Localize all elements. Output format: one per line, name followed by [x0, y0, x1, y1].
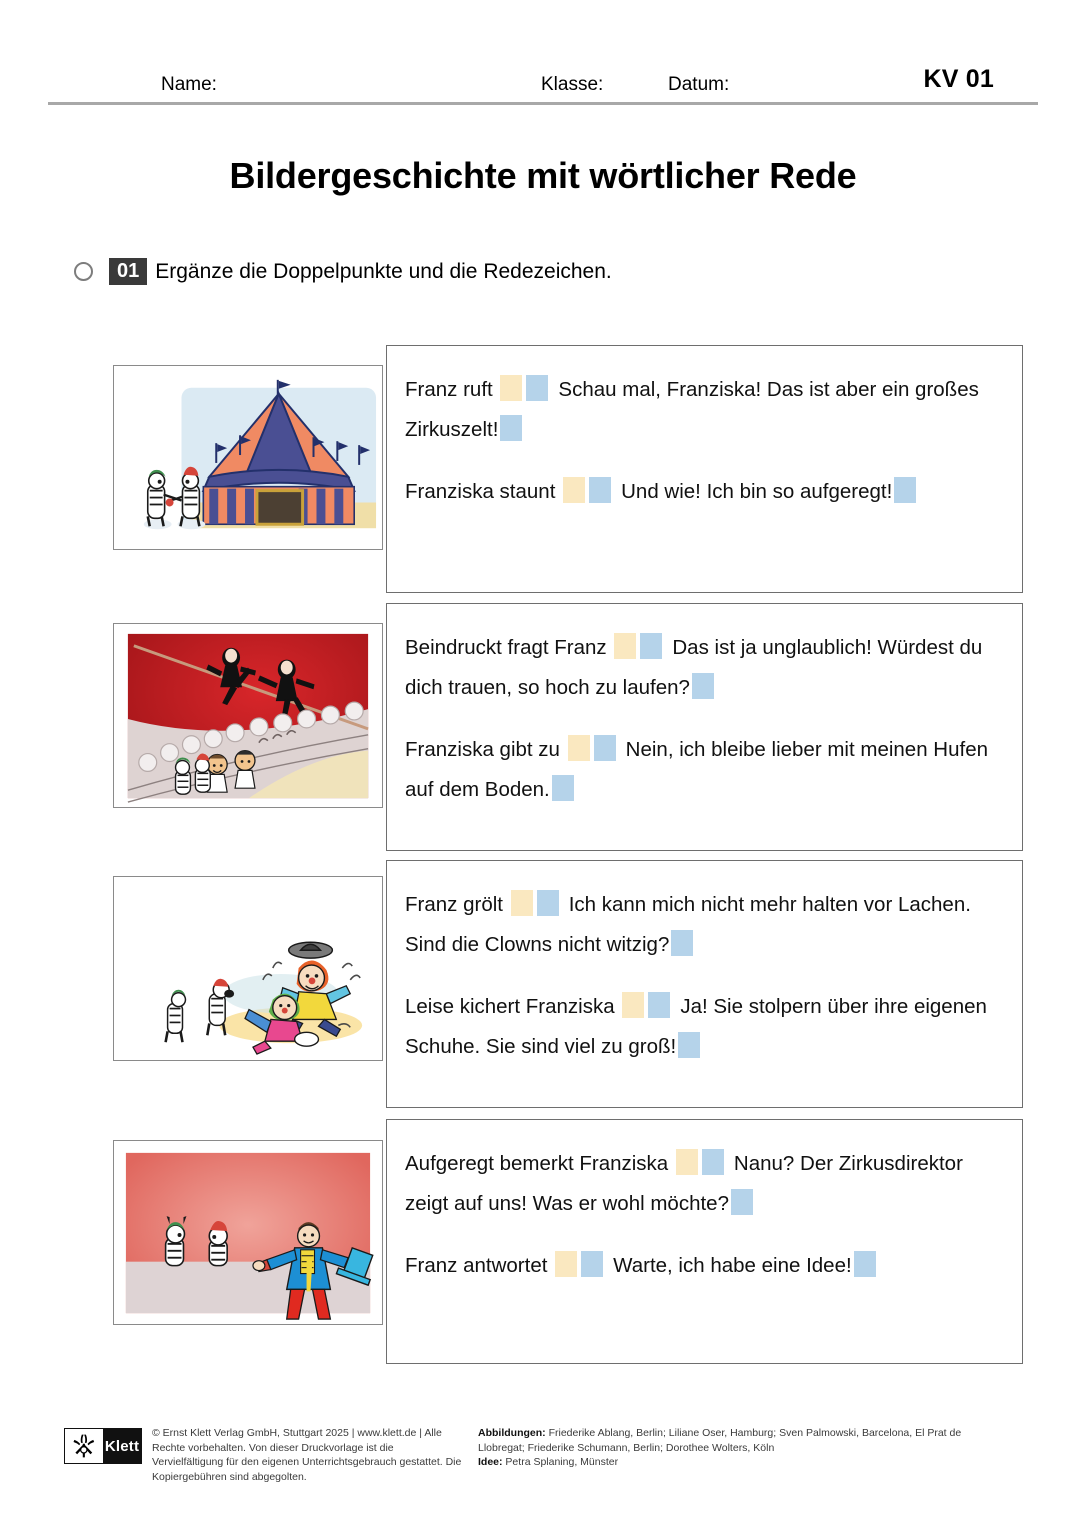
- klett-emblem-icon: [65, 1429, 103, 1463]
- blank-colon[interactable]: [500, 375, 522, 401]
- datum-label: Datum:: [668, 74, 730, 95]
- sentence-speech: Warte, ich habe eine Idee!: [613, 1254, 852, 1277]
- blank-closing-quote[interactable]: [731, 1189, 753, 1215]
- sentence-intro: Franziska staunt: [405, 480, 556, 503]
- blank-closing-quote[interactable]: [692, 673, 714, 699]
- sentence: [405, 472, 1004, 512]
- blank-colon[interactable]: [614, 633, 636, 659]
- sentence-speech: Und wie! Ich bin so aufgeregt!: [621, 480, 893, 503]
- credits-images-label: Abbildungen:: [478, 1427, 546, 1439]
- sentence: [405, 987, 1004, 1067]
- blank-closing-quote[interactable]: [671, 930, 693, 956]
- task-number-badge: 01: [109, 258, 147, 285]
- sentence-intro: Leise kichert Franziska: [405, 995, 615, 1018]
- sentence-panel: [386, 345, 1023, 593]
- blank-opening-quote[interactable]: [594, 735, 616, 761]
- sentence-speech: Das ist ja unglaublich! Würdest du dich trauen, so hoch zu laufen?: [405, 636, 983, 699]
- klasse-label: Klasse:: [541, 74, 604, 95]
- sentence-speech: Schau mal, Franziska! Das ist aber ein großes Zirkuszelt!: [405, 378, 979, 441]
- task-instruction: Ergänze die Doppelpunkte und die Redezeichen.: [155, 259, 612, 283]
- checkbox-circle-icon[interactable]: [74, 262, 93, 281]
- page-title: Bildergeschichte mit wörtlicher Rede: [229, 155, 857, 196]
- klett-wordmark: Klett: [103, 1429, 141, 1463]
- sentence-speech: Ja! Sie stolpern über ihre eigenen Schuhe. Sie sind viel zu groß!: [405, 995, 987, 1058]
- sentence-speech: Nein, ich bleibe lieber mit meinen Hufen auf dem Boden.: [405, 738, 989, 801]
- blank-opening-quote[interactable]: [702, 1149, 724, 1175]
- blank-colon[interactable]: [555, 1251, 577, 1277]
- sentence-panel: [386, 603, 1023, 851]
- blank-opening-quote[interactable]: [537, 890, 559, 916]
- blank-closing-quote[interactable]: [854, 1251, 876, 1277]
- credits-idea-value: Petra Splaning, Münster: [502, 1456, 619, 1468]
- task-header: [74, 258, 612, 285]
- blank-closing-quote[interactable]: [500, 415, 522, 441]
- sentence-panel: [386, 1119, 1023, 1364]
- blank-colon[interactable]: [568, 735, 590, 761]
- blank-closing-quote[interactable]: [552, 775, 574, 801]
- blank-opening-quote[interactable]: [581, 1251, 603, 1277]
- credits-text: [478, 1426, 998, 1470]
- blank-opening-quote[interactable]: [526, 375, 548, 401]
- sentence: [405, 885, 1004, 965]
- sentence-intro: Beindruckt fragt Franz: [405, 636, 607, 659]
- credits-idea-label: Idee:: [478, 1456, 503, 1468]
- blank-closing-quote[interactable]: [678, 1032, 700, 1058]
- sentence-intro: Franz ruft: [405, 378, 493, 401]
- sentence-intro: Aufgeregt bemerkt Franziska: [405, 1152, 669, 1175]
- blank-colon[interactable]: [511, 890, 533, 916]
- sentence: [405, 1144, 1004, 1224]
- name-label: Name:: [161, 74, 217, 95]
- footer-divider: [62, 1412, 1024, 1413]
- sheet-code: KV 01: [923, 65, 994, 93]
- sentence: [405, 730, 1004, 810]
- sentence-speech: Ich kann mich nicht mehr halten vor Lachen. Sind die Clowns nicht witzig?: [405, 893, 971, 956]
- sentence-panel: [386, 860, 1023, 1108]
- tightrope-walkers-illustration: [113, 623, 383, 808]
- sentence: [405, 628, 1004, 708]
- sentence-intro: Franziska gibt zu: [405, 738, 560, 761]
- blank-opening-quote[interactable]: [648, 992, 670, 1018]
- blank-opening-quote[interactable]: [640, 633, 662, 659]
- sentence: [405, 370, 1004, 450]
- credits-images-value: Friederike Ablang, Berlin; Liliane Oser, Hamburg; Sven Palmowski, Barcelona, El Prat de Llobregat; Friederike Schumann, Berlin; Dorothee Wolters, Köln: [478, 1427, 962, 1454]
- klett-logo: [64, 1428, 142, 1464]
- copyright-text: © Ernst Klett Verlag GmbH, Stuttgart 2025 | www.klett.de | Alle Rechte vorbehalten. Von dieser Druckvorlage ist die Vervielfältigung für den eigenen Unterrichtsgebrauch gestattet. Die Kopiergebühren sind abgegolten.: [152, 1427, 462, 1483]
- blank-colon[interactable]: [563, 477, 585, 503]
- page-header: [48, 56, 1038, 105]
- blank-colon[interactable]: [622, 992, 644, 1018]
- circus-tent-illustration: [113, 365, 383, 550]
- sentence-intro: Franz antwortet: [405, 1254, 548, 1277]
- tumbling-clowns-illustration: [113, 876, 383, 1061]
- blank-closing-quote[interactable]: [894, 477, 916, 503]
- blank-opening-quote[interactable]: [589, 477, 611, 503]
- ringmaster-illustration: [113, 1140, 383, 1325]
- sentence: [405, 1246, 1004, 1286]
- sentence-intro: Franz grölt: [405, 893, 503, 916]
- sentence-speech: Nanu? Der Zirkusdirektor zeigt auf uns! Was er wohl möchte?: [405, 1152, 963, 1215]
- blank-colon[interactable]: [676, 1149, 698, 1175]
